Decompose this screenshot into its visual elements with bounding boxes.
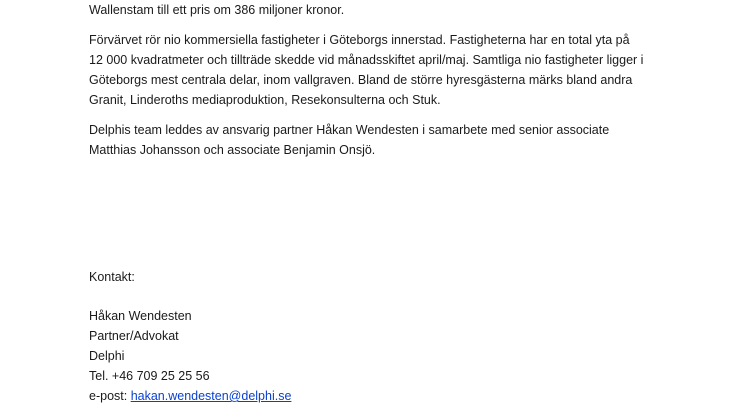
text-line: 12 000 kvadratmeter och tillträde skedde vid månadsskiftet april/maj. Samtliga nio fastigheter ligger i bbox=[89, 53, 644, 67]
email-link[interactable]: hakan.wendesten@delphi.se bbox=[130, 389, 292, 403]
text-line: Granit, Linderoths mediaproduktion, Resekonsulterna och Stuk. bbox=[89, 93, 441, 107]
paragraph-price bbox=[89, 0, 344, 20]
paragraph-acquisition bbox=[89, 30, 643, 110]
contact-heading: Kontakt: bbox=[89, 270, 135, 284]
contact-email-line bbox=[89, 386, 291, 406]
text-line: Wallenstam till ett pris om 386 miljoner kronor. bbox=[89, 3, 345, 17]
text-line: Matthias Johansson och associate Benjamin Onsjö. bbox=[89, 143, 376, 157]
paragraph-team bbox=[89, 120, 609, 160]
contact-name: Håkan Wendesten bbox=[89, 309, 192, 323]
email-prefix: e-post: bbox=[89, 389, 131, 403]
contact-phone: Tel. +46 709 25 25 56 bbox=[89, 369, 210, 383]
text-line: Förvärvet rör nio kommersiella fastigheter i Göteborgs innerstad. Fastigheterna har en total yta på bbox=[89, 33, 630, 47]
contact-block bbox=[89, 306, 291, 406]
text-line: Göteborgs mest centrala delar, inom vallgraven. Bland de större hyresgästerna märks bland andra bbox=[89, 73, 633, 87]
contact-company: Delphi bbox=[89, 349, 125, 363]
text-line: Delphis team leddes av ansvarig partner Håkan Wendesten i samarbete med senior associate bbox=[89, 123, 610, 137]
contact-title: Partner/Advokat bbox=[89, 329, 179, 343]
